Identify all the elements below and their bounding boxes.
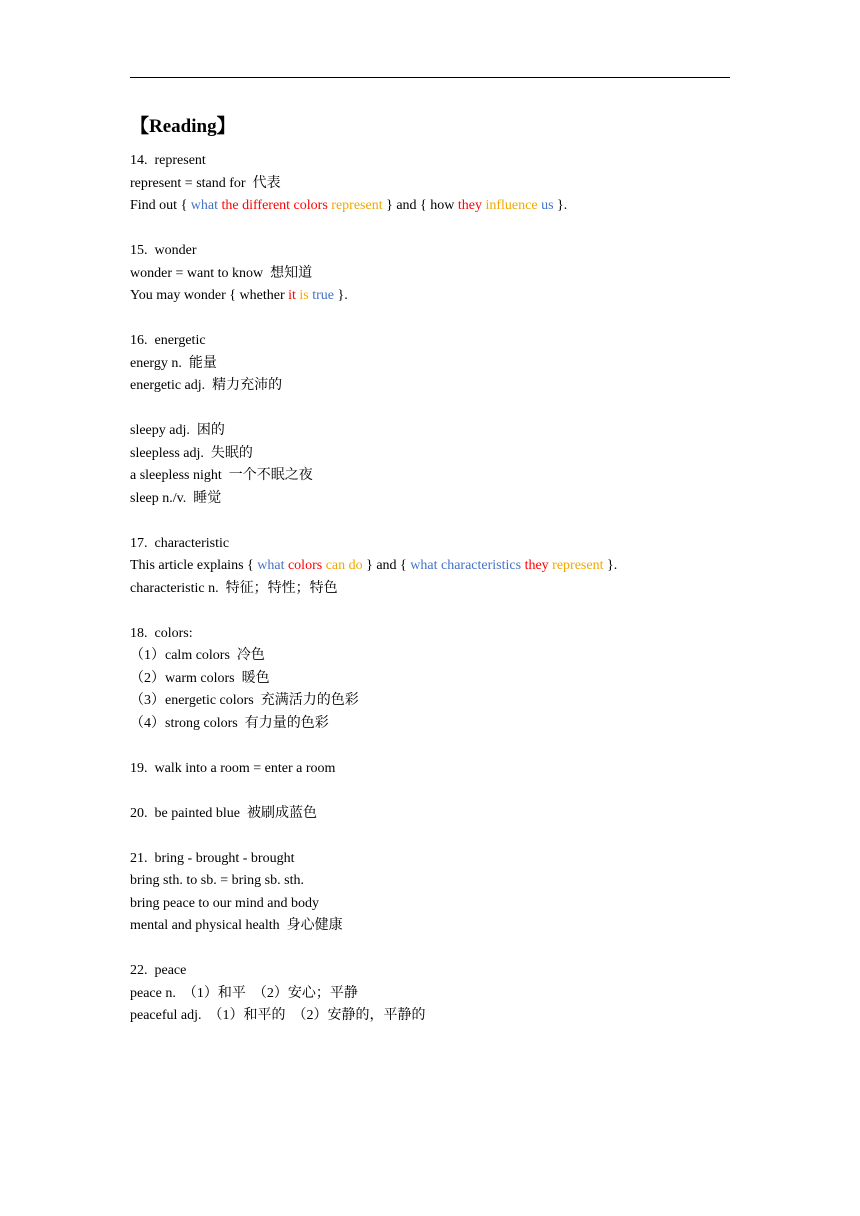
text-line bbox=[130, 848, 730, 871]
highlighted-word: can do bbox=[325, 558, 363, 573]
text-segment: bring peace to our mind and body bbox=[130, 895, 319, 911]
text-line bbox=[130, 533, 730, 556]
header-rule bbox=[130, 77, 730, 78]
text-segment: （4）strong colors 有力量的色彩 bbox=[130, 715, 329, 731]
highlighted-word: the different colors bbox=[221, 198, 332, 213]
text-line bbox=[130, 263, 730, 286]
blank-line bbox=[130, 218, 730, 241]
text-line bbox=[130, 353, 730, 376]
text-segment: This article explains { bbox=[130, 558, 258, 573]
text-segment: 20. be painted blue 被刷成蓝色 bbox=[130, 805, 318, 821]
highlighted-word: is bbox=[299, 288, 313, 303]
highlighted-word: represent bbox=[331, 198, 383, 213]
text-segment: energetic adj. 精力充沛的 bbox=[130, 378, 283, 393]
text-segment: bring sth. to sb. = bring sb. sth. bbox=[130, 873, 304, 888]
text-segment: energy n. 能量 bbox=[130, 355, 217, 371]
text-line bbox=[130, 758, 730, 781]
text-line bbox=[130, 870, 730, 893]
text-line bbox=[130, 623, 730, 646]
text-segment: You may wonder { whether bbox=[130, 288, 289, 303]
highlighted-word: colors bbox=[287, 558, 326, 573]
text-line bbox=[130, 240, 730, 263]
highlighted-word: it bbox=[288, 288, 300, 303]
text-segment: Find out { bbox=[130, 198, 191, 213]
text-segment: sleepless adj. 失眠的 bbox=[130, 445, 253, 461]
text-segment: }. bbox=[334, 288, 348, 303]
text-segment: 15. wonder bbox=[130, 243, 197, 258]
text-segment: 19. walk into a room = enter a room bbox=[130, 760, 336, 776]
text-line bbox=[130, 645, 730, 668]
highlighted-word: they bbox=[457, 198, 486, 213]
highlighted-word: true bbox=[312, 288, 334, 303]
text-segment: mental and physical health 身心健康 bbox=[130, 918, 343, 933]
text-segment: represent = stand for 代表 bbox=[130, 175, 281, 191]
blank-line bbox=[130, 398, 730, 421]
text-line bbox=[130, 375, 730, 398]
text-line bbox=[130, 330, 730, 353]
text-segment: 16. energetic bbox=[130, 333, 206, 348]
text-segment: 17. characteristic bbox=[130, 535, 230, 551]
highlighted-word: influence bbox=[485, 198, 542, 213]
text-segment: }. bbox=[603, 558, 618, 573]
text-line bbox=[130, 668, 730, 691]
blank-line bbox=[130, 308, 730, 331]
highlighted-word: what characteristics bbox=[410, 558, 525, 573]
text-line bbox=[130, 960, 730, 983]
text-line bbox=[130, 578, 730, 601]
blank-line bbox=[130, 735, 730, 758]
text-segment: 22. peace bbox=[130, 963, 187, 978]
text-segment: peace n. （1）和平 （2）安心；平静 bbox=[130, 985, 358, 1001]
text-line bbox=[130, 555, 730, 578]
text-segment: 14. represent bbox=[130, 153, 206, 168]
text-segment: peaceful adj. （1）和平的 （2）安静的，平静的 bbox=[130, 1008, 426, 1023]
blank-line bbox=[130, 780, 730, 803]
text-segment: （2）warm colors 暖色 bbox=[130, 670, 270, 686]
blank-line bbox=[130, 510, 730, 533]
vocabulary-notes bbox=[130, 150, 730, 1028]
text-line bbox=[130, 803, 730, 826]
text-line bbox=[130, 488, 730, 511]
text-line bbox=[130, 893, 730, 916]
text-line bbox=[130, 465, 730, 488]
text-line bbox=[130, 713, 730, 736]
text-line bbox=[130, 1005, 730, 1028]
blank-line bbox=[130, 938, 730, 961]
text-line bbox=[130, 150, 730, 173]
text-segment: 18. colors: bbox=[130, 625, 193, 641]
blank-line bbox=[130, 825, 730, 848]
section-heading: 【Reading】 bbox=[130, 116, 236, 137]
text-segment: } and { bbox=[362, 558, 411, 573]
highlighted-word: represent bbox=[552, 558, 604, 573]
text-line bbox=[130, 443, 730, 466]
text-segment: }. bbox=[553, 198, 568, 213]
text-line bbox=[130, 420, 730, 443]
text-segment: sleep n./v. 睡觉 bbox=[130, 490, 222, 506]
text-line bbox=[130, 915, 730, 938]
text-segment: a sleepless night 一个不眠之夜 bbox=[130, 468, 313, 483]
text-segment: wonder = want to know 想知道 bbox=[130, 265, 313, 281]
highlighted-word: what bbox=[190, 198, 222, 213]
highlighted-word: us bbox=[541, 198, 554, 213]
text-segment: 21. bring - brought - brought bbox=[130, 850, 295, 866]
text-line bbox=[130, 690, 730, 713]
text-segment: （3）energetic colors 充满活力的色彩 bbox=[130, 693, 359, 708]
text-segment: （1）calm colors 冷色 bbox=[130, 648, 265, 663]
highlighted-word: what bbox=[257, 558, 288, 573]
text-line bbox=[130, 195, 730, 218]
text-line bbox=[130, 285, 730, 308]
text-segment: } and { how bbox=[382, 198, 458, 213]
blank-line bbox=[130, 600, 730, 623]
text-line bbox=[130, 173, 730, 196]
text-segment: sleepy adj. 困的 bbox=[130, 423, 225, 438]
highlighted-word: they bbox=[524, 558, 553, 573]
text-line bbox=[130, 983, 730, 1006]
text-segment: characteristic n. 特征；特性；特色 bbox=[130, 580, 338, 596]
